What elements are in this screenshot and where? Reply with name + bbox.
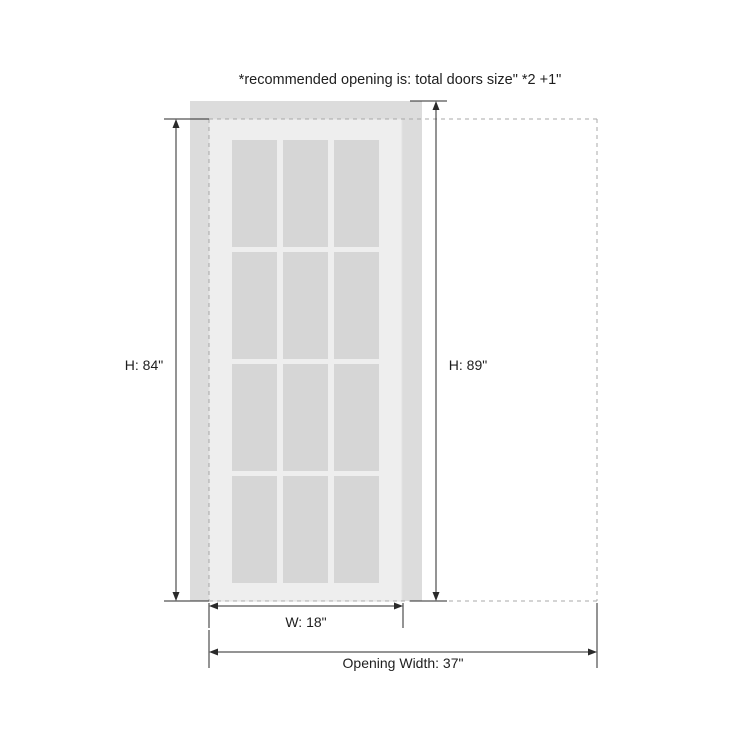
glass-pane — [232, 476, 277, 583]
glass-pane — [334, 140, 379, 247]
glass-pane — [334, 476, 379, 583]
door-height-label: H: 84" — [124, 357, 164, 373]
glass-pane — [334, 364, 379, 471]
glass-pane — [283, 252, 328, 359]
glass-pane — [283, 476, 328, 583]
opening-width-label: Opening Width: 37" — [342, 655, 464, 671]
glass-pane — [283, 140, 328, 247]
glass-pane — [232, 140, 277, 247]
glass-pane — [232, 364, 277, 471]
glass-pane — [283, 364, 328, 471]
door-width-label: W: 18" — [285, 614, 327, 630]
glass-pane — [232, 252, 277, 359]
recommended-opening-note: *recommended opening is: total doors size" *2 +1" — [238, 72, 562, 88]
opening-height-label: H: 89" — [448, 357, 488, 373]
glass-pane — [334, 252, 379, 359]
